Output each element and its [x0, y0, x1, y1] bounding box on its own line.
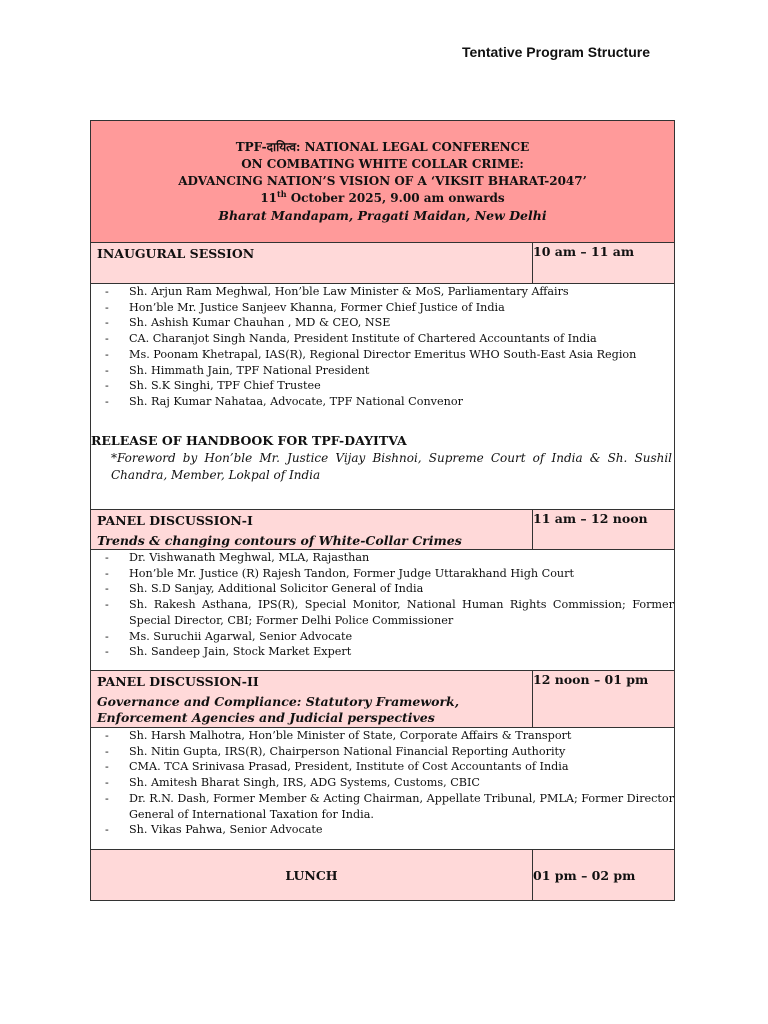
conference-date: 11th October 2025, 9.00 am onwards — [260, 189, 505, 205]
list-item: - Hon’ble Mr. Justice Sanjeev Khanna, Former Chief Justice of India — [105, 300, 505, 314]
session-time: 11 am – 12 noon — [533, 510, 675, 550]
speaker-list — [91, 728, 674, 838]
conference-banner — [91, 121, 675, 243]
speakers-cell — [91, 728, 675, 850]
session-subtitle: Trends & changing contours of White-Collar Crimes — [97, 533, 462, 548]
session-title: INAUGURAL SESSION — [97, 246, 255, 261]
document-heading: Tentative Program Structure — [461, 44, 650, 60]
program-table — [90, 120, 675, 901]
session-details-row — [91, 284, 675, 510]
conference-theme: ON COMBATING WHITE COLLAR CRIME: — [241, 157, 524, 171]
list-item: - Sh. Himmath Jain, TPF National President — [105, 363, 370, 377]
lunch-row — [91, 850, 675, 901]
list-item: - Sh. S.K Singhi, TPF Chief Trustee — [105, 379, 321, 393]
speakers-cell — [91, 550, 675, 671]
list-item: - Ms. Poonam Khetrapal, IAS(R), Regional Director Emeritus WHO South-East Asia Region — [105, 347, 637, 361]
session-time: 10 am – 11 am — [533, 243, 675, 284]
session-header-row — [91, 243, 675, 284]
list-item: - Sh. Arjun Ram Meghwal, Hon’ble Law Minister & MoS, Parliamentary Affairs — [105, 285, 569, 298]
list-item: - Ms. Suruchii Agarwal, Senior Advocate — [105, 629, 353, 643]
release-title: RELEASE OF HANDBOOK FOR TPF-DAYITVA — [91, 432, 407, 448]
list-item: - Dr. R.N. Dash, Former Member & Acting Chairman, Appellate Tribunal, PMLA; Former Director General of International Taxation for India. — [105, 791, 675, 821]
session-details-row — [91, 728, 675, 850]
session-title: PANEL DISCUSSION-I — [97, 513, 253, 528]
speaker-list — [91, 284, 674, 410]
list-item: - Sh. Amitesh Bharat Singh, IRS, ADG Systems, Customs, CBIC — [105, 776, 480, 790]
list-item: - Sh. Sandeep Jain, Stock Market Expert — [105, 645, 352, 659]
session-subtitle: Governance and Compliance: Statutory Framework, Enforcement Agencies and Judicial perspectives — [97, 694, 460, 725]
conference-venue: Bharat Mandapam, Pragati Maidan, New Delhi — [218, 208, 547, 223]
session-title-cell — [91, 671, 533, 728]
conference-banner-row — [91, 121, 675, 243]
session-details-row — [91, 550, 675, 671]
list-item: - Sh. Nitin Gupta, IRS(R), Chairperson National Financial Reporting Authority — [105, 744, 566, 758]
session-header-row — [91, 510, 675, 550]
lunch-time: 01 pm – 02 pm — [533, 850, 675, 901]
session-title-cell — [91, 510, 533, 550]
list-item: - Sh. Harsh Malhotra, Hon’ble Minister of State, Corporate Affairs & Transport — [105, 729, 572, 742]
session-header-row — [91, 671, 675, 728]
list-item: - Sh. S.D Sanjay, Additional Solicitor General of India — [105, 582, 424, 596]
list-item: - Sh. Ashish Kumar Chauhan , MD & CEO, NSE — [105, 316, 391, 330]
list-item: - Dr. Vishwanath Meghwal, MLA, Rajasthan — [105, 551, 370, 564]
release-note: *Foreword by Hon’ble Mr. Justice Vijay Bishnoi, Supreme Court of India & Sh. Sushil Chandra, Member, Lokpal of India — [111, 450, 673, 482]
lunch-label: LUNCH — [91, 850, 533, 901]
session-title: PANEL DISCUSSION-II — [97, 674, 259, 689]
list-item: - CA. Charanjot Singh Nanda, President Institute of Chartered Accountants of India — [105, 332, 597, 346]
session-title-cell — [91, 243, 533, 284]
list-item: - Sh. Rakesh Asthana, IPS(R), Special Monitor, National Human Rights Commission; Former Special Director, CBI; Former Delhi Police Commissioner — [105, 598, 675, 627]
list-item: - Hon’ble Mr. Justice (R) Rajesh Tandon, Former Judge Uttarakhand High Court — [105, 566, 574, 580]
session-time: 12 noon – 01 pm — [533, 671, 675, 728]
conference-name: TPF-दायित्व: NATIONAL LEGAL CONFERENCE — [235, 140, 530, 154]
speakers-cell — [91, 284, 675, 510]
list-item: - Sh. Vikas Pahwa, Senior Advocate — [105, 823, 323, 837]
conference-vision: ADVANCING NATION’S VISION OF A ‘VIKSIT BHARAT-2047’ — [178, 174, 587, 188]
list-item: - CMA. TCA Srinivasa Prasad, President, Institute of Cost Accountants of India — [105, 760, 569, 774]
list-item: - Sh. Raj Kumar Nahataa, Advocate, TPF National Convenor — [105, 394, 463, 408]
speaker-list — [91, 550, 674, 660]
